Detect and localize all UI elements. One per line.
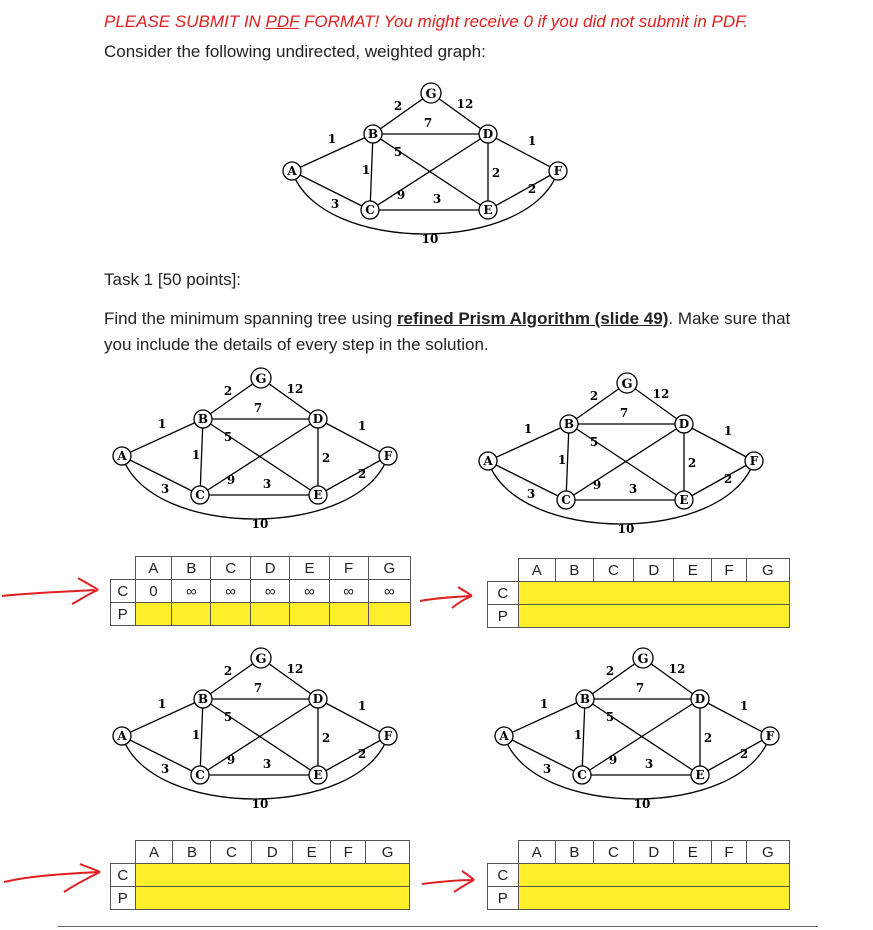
column-header: B [172, 557, 211, 580]
highlighted-cell [518, 887, 790, 910]
node-label: C [195, 768, 205, 782]
table-header-row [488, 841, 790, 864]
intro-text: Consider the following undirected, weighted graph: [104, 42, 486, 61]
column-header: A [135, 557, 172, 580]
column-header: G [746, 841, 789, 864]
highlighted-cell [135, 603, 172, 626]
node-label: C [561, 493, 571, 507]
column-header: D [252, 841, 293, 864]
column-header: F [329, 557, 368, 580]
table-row [111, 580, 411, 603]
edge-weight: 3 [160, 482, 170, 496]
edge-weight: 1 [191, 728, 201, 742]
column-header: F [712, 841, 747, 864]
column-header: G [366, 841, 410, 864]
node-label: A [117, 449, 127, 463]
highlighted-cell [172, 603, 211, 626]
highlighted-cell [518, 582, 790, 605]
column-header: A [518, 841, 556, 864]
table-cell: 0 [135, 580, 172, 603]
table-cell: ∞ [172, 580, 211, 603]
edge-weight: 12 [286, 382, 304, 396]
table-row [488, 887, 790, 910]
red-arrow-icon [420, 868, 480, 898]
edge-weight: 3 [262, 477, 272, 491]
edge-weight: 3 [644, 757, 654, 771]
highlighted-cell [290, 603, 329, 626]
edge-weight: 2 [393, 99, 403, 113]
edge-weight: 7 [635, 681, 645, 695]
column-header: C [211, 841, 252, 864]
row-label: C [111, 864, 136, 887]
edge-weight: 7 [253, 401, 263, 415]
node-label: D [312, 412, 324, 426]
column-header: D [634, 559, 674, 582]
edge-weight: 1 [357, 419, 367, 433]
edge-weight: 2 [687, 456, 697, 470]
node-label: F [383, 449, 393, 463]
edge-weight: 9 [226, 753, 236, 767]
edge-weight: 2 [321, 731, 331, 745]
column-header: G [746, 559, 789, 582]
node-label: D [694, 692, 706, 706]
column-header: E [674, 559, 712, 582]
edge-weight: 5 [605, 710, 615, 724]
node-label: A [287, 164, 297, 178]
submission-warning: PLEASE SUBMIT IN PDF FORMAT! You might receive 0 if you did not submit in PDF. [104, 12, 749, 31]
table-cell: ∞ [290, 580, 329, 603]
edge-weight: 3 [330, 197, 340, 211]
table-cell: ∞ [211, 580, 251, 603]
edge-weight: 3 [542, 762, 552, 776]
node-label: E [313, 488, 323, 502]
edge-weight: 1 [327, 132, 337, 146]
node-label: F [765, 729, 775, 743]
edge-weight: 9 [226, 473, 236, 487]
red-arrow-icon [0, 862, 110, 902]
edge-weight: 1 [573, 728, 583, 742]
prim-table-2 [487, 558, 790, 628]
edge-weight: 7 [619, 406, 629, 420]
node-label: C [195, 488, 205, 502]
edge-weight: 3 [262, 757, 272, 771]
edge-weight: 2 [357, 747, 367, 761]
column-header: B [173, 841, 211, 864]
table-cell: ∞ [250, 580, 290, 603]
edge-weight: 10 [421, 232, 439, 246]
node-label: G [255, 372, 267, 387]
red-arrow-icon [0, 572, 110, 612]
step-graph-4 [492, 645, 792, 820]
highlighted-cell [135, 887, 410, 910]
edge-weight: 1 [523, 422, 533, 436]
edge-weight: 3 [526, 487, 536, 501]
edge-weight: 2 [223, 664, 233, 678]
row-label: C [488, 582, 519, 605]
step-graph-svg [476, 370, 776, 540]
table-row [488, 605, 790, 628]
edge-weight: 9 [608, 753, 618, 767]
edge-weight: 2 [703, 731, 713, 745]
node-label: E [695, 768, 705, 782]
edge-weight: 1 [157, 417, 167, 431]
table-cell: ∞ [329, 580, 368, 603]
edge-weight: 2 [605, 664, 615, 678]
column-header: A [135, 841, 173, 864]
table-row [111, 864, 410, 887]
node-label: B [367, 127, 379, 141]
node-label: B [579, 692, 591, 706]
highlighted-cell [250, 603, 290, 626]
step-graph-svg [110, 365, 410, 535]
edge-weight: 5 [223, 430, 233, 444]
edge-weight: 2 [491, 166, 501, 180]
step-graph-svg [492, 645, 792, 815]
node-label: G [637, 652, 649, 667]
row-label: P [488, 887, 519, 910]
node-label: D [678, 417, 690, 431]
edge-weight: 9 [396, 188, 406, 202]
edge-weight: 1 [157, 697, 167, 711]
row-label: P [488, 605, 519, 628]
edge-weight: 12 [652, 387, 670, 401]
step-graph-svg [110, 645, 410, 815]
edge-weight: 2 [589, 389, 599, 403]
edge-weight: 3 [432, 192, 442, 206]
step-graph-2 [476, 370, 776, 545]
edge-weight: 10 [251, 797, 269, 811]
column-header: C [593, 559, 633, 582]
task-title: Task 1 [50 points]: [104, 270, 242, 289]
column-header: C [211, 557, 251, 580]
edge-weight: 1 [557, 453, 567, 467]
highlighted-cell [368, 603, 410, 626]
node-label: C [577, 768, 587, 782]
column-header: F [331, 841, 366, 864]
edge-weight: 3 [160, 762, 170, 776]
node-label: E [483, 203, 493, 217]
node-label: F [383, 729, 393, 743]
node-label: G [425, 87, 437, 102]
step-graph-3 [110, 645, 410, 820]
node-label: B [563, 417, 575, 431]
row-label: C [111, 580, 136, 603]
column-header: C [593, 841, 633, 864]
node-label: F [553, 164, 563, 178]
edge-weight: 1 [357, 699, 367, 713]
edge-weight: 10 [617, 522, 635, 536]
edge-weight: 12 [668, 662, 686, 676]
edge-weight: 1 [723, 424, 733, 438]
edge-weight: 1 [191, 448, 201, 462]
column-header: E [674, 841, 712, 864]
node-label: D [482, 127, 494, 141]
column-header: B [556, 559, 594, 582]
edge-weight: 7 [423, 116, 433, 130]
table-row [488, 582, 790, 605]
edge-weight: 2 [223, 384, 233, 398]
table-header-row [111, 557, 411, 580]
node-label: B [197, 412, 209, 426]
table-row [488, 864, 790, 887]
edge-weight: 5 [223, 710, 233, 724]
node-label: C [365, 203, 375, 217]
table-header-row [111, 841, 410, 864]
red-arrow-icon [418, 583, 478, 613]
node-label: G [621, 377, 633, 392]
highlighted-cell [518, 864, 790, 887]
column-header: D [250, 557, 290, 580]
node-label: G [255, 652, 267, 667]
edge-weight: 2 [321, 451, 331, 465]
column-header: G [368, 557, 410, 580]
edge-weight: 3 [628, 482, 638, 496]
column-header: E [290, 557, 329, 580]
edge-weight: 2 [527, 182, 537, 196]
edge-weight: 1 [739, 699, 749, 713]
edge-weight: 12 [456, 97, 474, 111]
row-label: P [111, 887, 136, 910]
edge-weight: 5 [589, 435, 599, 449]
row-label: P [111, 603, 136, 626]
table-row [111, 603, 411, 626]
page-divider [58, 926, 818, 927]
highlighted-cell [518, 605, 790, 628]
edge-weight: 2 [357, 467, 367, 481]
task-description: Find the minimum spanning tree using refined Prism Algorithm (slide 49). Make sure that you include the details of every step in the solution. [104, 309, 791, 354]
node-label: E [313, 768, 323, 782]
column-header: A [518, 559, 556, 582]
edge-weight: 9 [592, 478, 602, 492]
row-label: C [488, 864, 519, 887]
prim-table-4 [487, 840, 790, 910]
column-header: D [634, 841, 674, 864]
highlighted-cell [135, 864, 410, 887]
edge-weight: 2 [739, 747, 749, 761]
table-header-row [488, 559, 790, 582]
edge-weight: 1 [539, 697, 549, 711]
highlighted-cell [329, 603, 368, 626]
column-header: B [556, 841, 594, 864]
edge-weight: 2 [723, 472, 733, 486]
prim-table-3 [110, 840, 410, 910]
edge-weight: 7 [253, 681, 263, 695]
edge-weight: 5 [393, 145, 403, 159]
node-label: E [679, 493, 689, 507]
edge-weight: 1 [361, 163, 371, 177]
main-graph [280, 80, 580, 250]
edge-weight: 10 [251, 517, 269, 531]
node-label: B [197, 692, 209, 706]
column-header: F [712, 559, 747, 582]
edge-weight: 1 [527, 134, 537, 148]
node-label: D [312, 692, 324, 706]
prim-table-1 [110, 556, 411, 626]
edge-weight: 12 [286, 662, 304, 676]
node-label: A [483, 454, 493, 468]
table-row [111, 887, 410, 910]
node-label: A [499, 729, 509, 743]
node-label: F [749, 454, 759, 468]
highlighted-cell [211, 603, 251, 626]
column-header: E [293, 841, 331, 864]
step-graph-1 [110, 365, 410, 540]
edge-weight: 10 [633, 797, 651, 811]
node-label: A [117, 729, 127, 743]
table-cell: ∞ [368, 580, 410, 603]
